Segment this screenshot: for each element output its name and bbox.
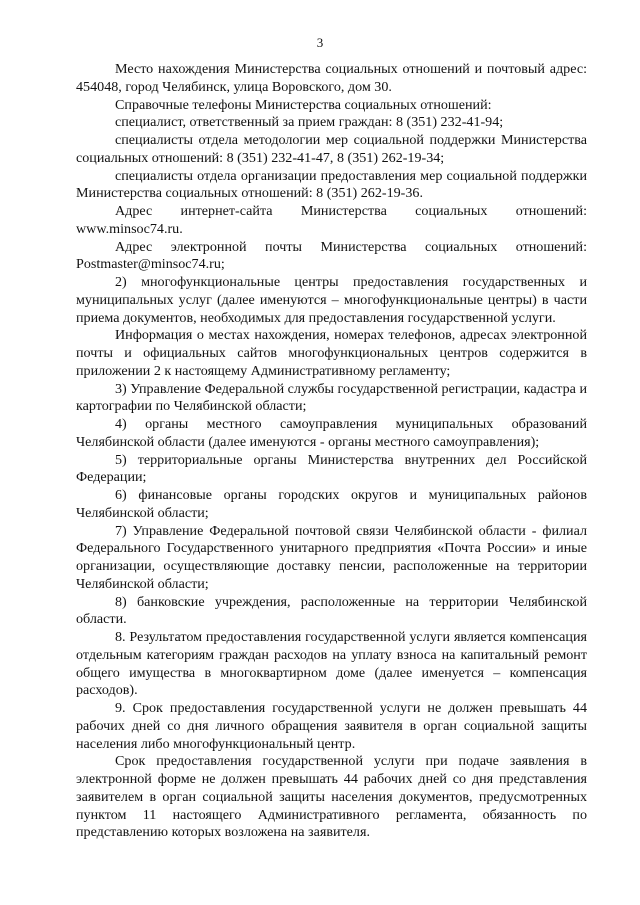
paragraph-item-7: 7) Управление Федеральной почтовой связи Челябинской области - филиал Федерального Государственного унитарного предприятия «Почта России» и иные организации, осуществляющие доставку пенсии, расположенные на территории Челябинской области; <box>76 522 587 592</box>
paragraph-email: Адрес электронной почты Министерства социальных отношений: Postmaster@minsoc74.ru; <box>76 238 587 273</box>
paragraph-ministry-address: Место нахождения Министерства социальных отношений и почтовый адрес: 454048, город Челябинск, улица Воровского, дом 30. <box>76 61 587 95</box>
paragraph-clause-9: 9. Срок предоставления государственной услуги не должен превышать 44 рабочих дней со дня личного обращения заявителя в орган социальной защиты населения либо многофункциональный центр. <box>76 700 587 752</box>
paragraph-phone-methodology: специалисты отдела методологии мер социальной поддержки Министерства социальных отношений: 8 (351) 232-41-47, 8 (351) 262-19-34; <box>76 132 587 166</box>
paragraph-clause-8: 8. Результатом предоставления государственной услуги является компенсация отдельным категориям граждан расходов на уплату взноса на капитальный ремонт общего имущества в многоквартирном доме (далее именуется – компенсация расходов). <box>76 629 587 699</box>
paragraph-electronic-term: Срок предоставления государственной услуги при подаче заявления в электронной форме не должен превышать 44 рабочих дней со дня представления заявителем в орган социальной защиты населения документов, предусмотренных пунктом 11 настоящего Административного регламента, обязанность по представлению которых возложена на заявителя. <box>76 753 587 841</box>
paragraph-mfc-info: Информация о местах нахождения, номерах телефонов, адресах электронной почты и официальных сайтов многофункциональных центров содержится в приложении 2 к настоящему Административному регламенту; <box>76 327 587 379</box>
paragraph-phone-organization: специалисты отдела организации предоставления мер социальной поддержки Министерства социальных отношений: 8 (351) 262-19-36. <box>76 167 587 202</box>
page-number: 3 <box>316 35 324 50</box>
document-body <box>76 61 587 842</box>
paragraph-item-5: 5) территориальные органы Министерства внутренних дел Российской Федерации; <box>76 451 587 486</box>
paragraph-item-3: 3) Управление Федеральной службы государственной регистрации, кадастра и картографии по Челябинской области; <box>76 380 587 415</box>
paragraph-website: Адрес интернет-сайта Министерства социальных отношений: www.minsoc74.ru. <box>76 203 587 237</box>
paragraph-phone-reception: специалист, ответственный за прием граждан: 8 (351) 232-41-94; <box>115 114 504 131</box>
paragraph-item-8: 8) банковские учреждения, расположенные на территории Челябинской области. <box>76 593 587 628</box>
paragraph-item-4: 4) органы местного самоуправления муниципальных образований Челябинской области (далее именуются - органы местного самоуправления); <box>76 416 587 450</box>
paragraph-phones-heading: Справочные телефоны Министерства социальных отношений: <box>115 96 492 113</box>
paragraph-item-2: 2) многофункциональные центры предоставления государственных и муниципальных услуг (далее именуются – многофункциональные центры) в части приема документов, необходимых для предоставления государственной услуги. <box>76 274 587 326</box>
paragraph-item-6: 6) финансовые органы городских округов и муниципальных районов Челябинской области; <box>76 487 587 521</box>
